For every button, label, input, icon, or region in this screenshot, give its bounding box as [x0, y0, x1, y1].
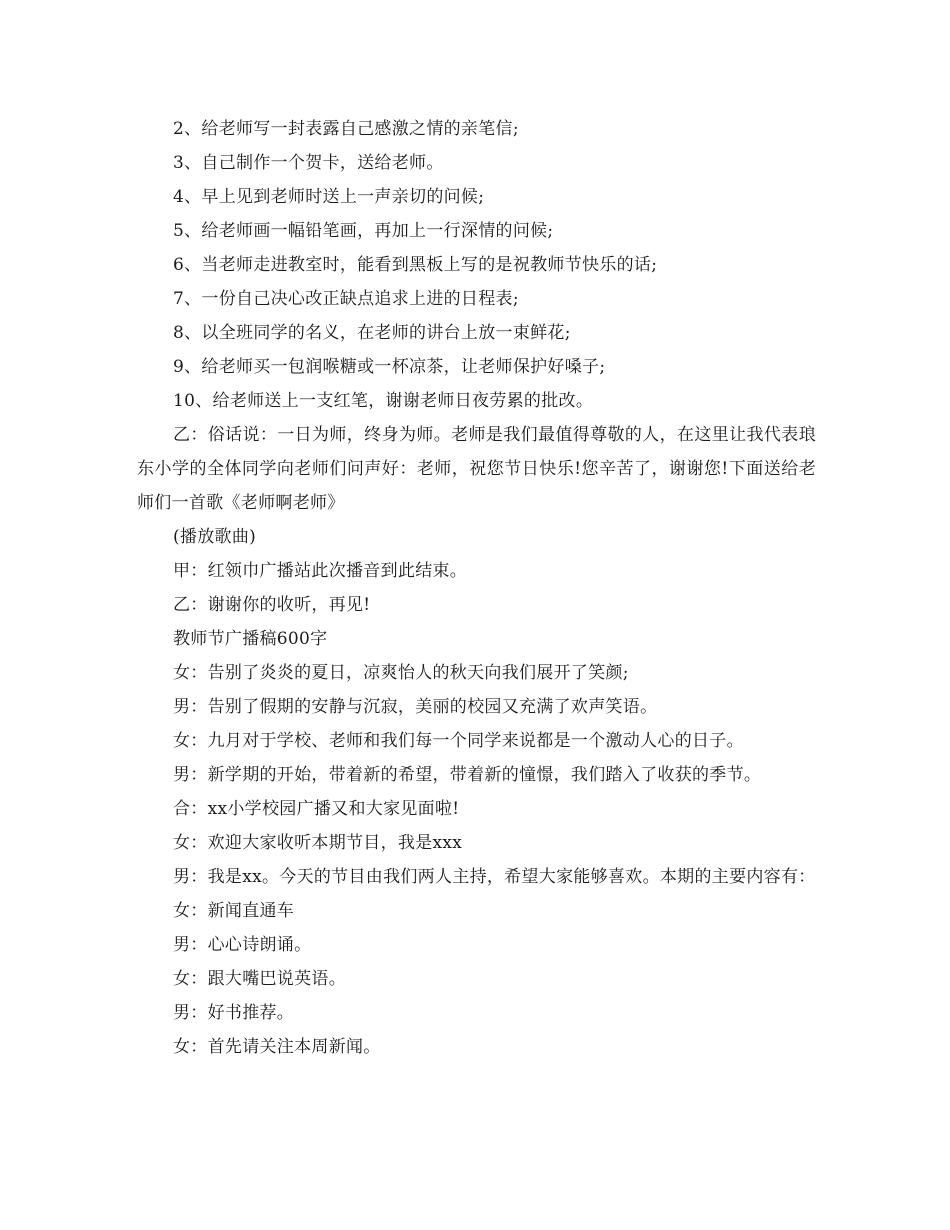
- paragraph: 合：xx小学校园广播又和大家见面啦!: [173, 799, 460, 819]
- paragraph: 8、以全班同学的名义，在老师的讲台上放一束鲜花;: [173, 323, 571, 343]
- paragraph: 女：新闻直通车: [173, 901, 295, 921]
- paragraph: 2、给老师写一封表露自己感激之情的亲笔信;: [173, 119, 519, 139]
- paragraph: 女：欢迎大家收听本期节目，我是xxx: [173, 833, 463, 853]
- paragraph: 女：首先请关注本周新闻。: [173, 1037, 381, 1057]
- paragraph: 7、一份自己决心改正缺点追求上进的日程表;: [173, 289, 519, 309]
- section-heading: 教师节广播稿600字: [173, 629, 328, 649]
- paragraph: 男：告别了假期的安静与沉寂，美丽的校园又充满了欢声笑语。: [173, 697, 658, 717]
- paragraph: 男：心心诗朗诵。: [173, 935, 312, 955]
- paragraph: 甲：红领巾广播站此次播音到此结束。: [173, 561, 468, 581]
- paragraph: 男：我是xx。今天的节目由我们两人主持，希望大家能够喜欢。本期的主要内容有：: [173, 867, 816, 887]
- paragraph: 乙：俗话说：一日为师，终身为师。老师是我们最值得尊敬的人，在这里让我代表琅东小学的全体同学向老师们问声好：老师，祝您节日快乐!您辛苦了，谢谢您!下面送给老师们一首歌《老师啊老师》: [137, 425, 816, 513]
- paragraph: 男：好书推荐。: [173, 1003, 295, 1023]
- paragraph: 女：跟大嘴巴说英语。: [173, 969, 346, 989]
- paragraph: 男：新学期的开始，带着新的希望，带着新的憧憬，我们踏入了收获的季节。: [173, 765, 762, 785]
- paragraph: 6、当老师走进教室时，能看到黑板上写的是祝教师节快乐的话;: [173, 255, 658, 275]
- paragraph: 乙：谢谢你的收听，再见!: [173, 595, 371, 615]
- paragraph: 9、给老师买一包润喉糖或一杯凉茶，让老师保护好嗓子;: [173, 357, 606, 377]
- paragraph: 女：告别了炎炎的夏日，凉爽怡人的秋天向我们展开了笑颜;: [173, 663, 629, 683]
- paragraph: (播放歌曲): [173, 527, 257, 547]
- paragraph: 10、给老师送上一支红笔，谢谢老师日夜劳累的批改。: [173, 391, 594, 411]
- paragraph: 4、早上见到老师时送上一声亲切的问候;: [173, 187, 485, 207]
- paragraph: 3、自己制作一个贺卡，送给老师。: [173, 153, 444, 173]
- paragraph: 女：九月对于学校、老师和我们每一个同学来说都是一个激动人心的日子。: [173, 731, 744, 751]
- paragraph: 5、给老师画一幅铅笔画，再加上一行深情的问候;: [173, 221, 554, 241]
